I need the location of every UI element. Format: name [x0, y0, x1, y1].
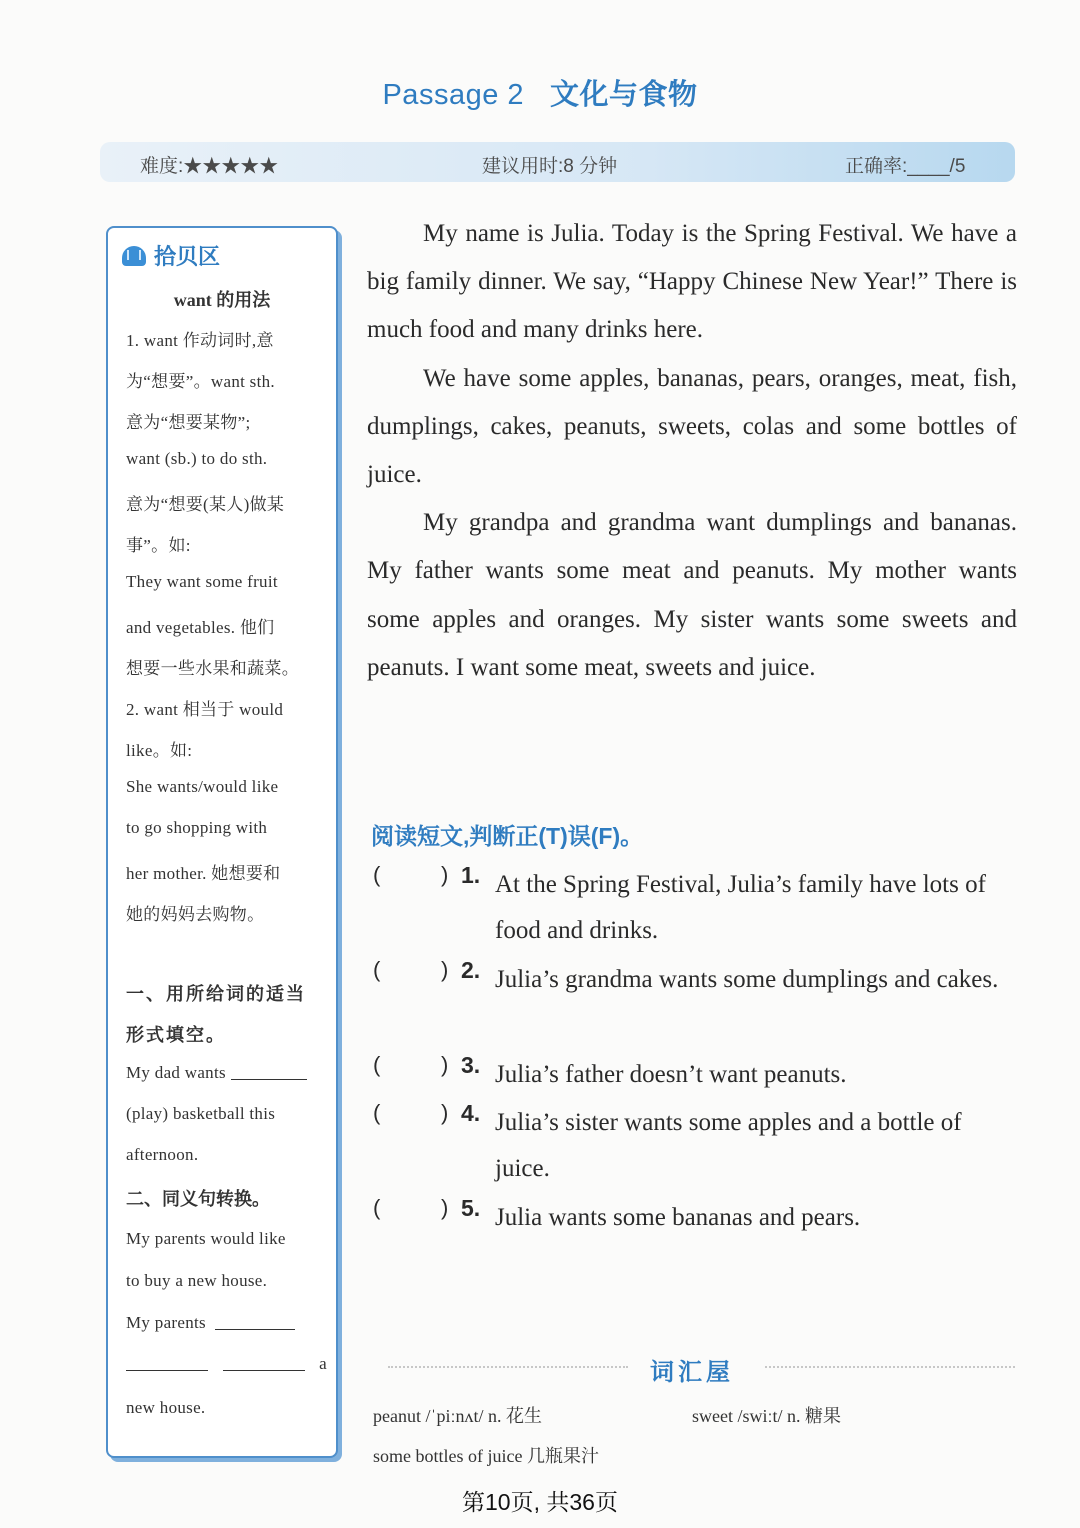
answer-paren-open[interactable]: (: [373, 1195, 381, 1220]
sidebar-line: They want some fruit: [126, 572, 278, 591]
exercise2-text: My parents: [126, 1313, 206, 1332]
exercise1-text: My dad wants: [126, 1063, 226, 1082]
sidebar-subheading: want 的用法: [173, 290, 271, 310]
answer-blank[interactable]: [231, 1079, 307, 1080]
answer-paren-close: ): [441, 957, 449, 982]
question-text: At the Spring Festival, Julia’s family have lots of food and drinks.: [495, 871, 986, 944]
sidebar-line: 意为“想要某物”;: [126, 413, 251, 432]
answer-blank[interactable]: [215, 1329, 295, 1330]
exercise2-title: 二、同义句转换。: [126, 1189, 270, 1209]
question-text: Julia’s father doesn’t want peanuts.: [495, 1061, 847, 1088]
title-cn: 文化与食物: [550, 79, 698, 111]
question-number: 2.: [461, 957, 481, 983]
sidebar-line: 想要一些水果和蔬菜。: [126, 659, 299, 678]
sidebar-line: 1. want 作动词时,意: [126, 331, 274, 350]
vocab-item: some bottles of juice 几瓶果汁: [373, 1446, 599, 1466]
exercise1-line: (play) basketball this: [126, 1104, 276, 1123]
answer-paren-close: ): [441, 1052, 449, 1077]
answer-paren-open[interactable]: (: [373, 862, 381, 887]
exercise2-line: [126, 1313, 326, 1333]
reading-passage: [367, 210, 1017, 692]
exercise2-line: My parents would like: [126, 1229, 286, 1248]
passage-paragraph: My name is Julia. Today is the Spring Festival. We have a big family dinner. We say, “Happy Chinese New Year!” There is much food and many drinks here.: [367, 220, 1017, 344]
sidebar-line: 2. want 相当于 would: [126, 700, 284, 719]
question-number: 5.: [461, 1195, 481, 1221]
divider-right: [765, 1366, 1015, 1368]
sidebar-line: her mother. 她想要和: [126, 864, 281, 883]
exercise2-line: new house.: [126, 1398, 206, 1417]
exercise1-line: afternoon.: [126, 1145, 199, 1164]
sidebar-heading: [122, 240, 220, 271]
answer-paren-open[interactable]: (: [373, 957, 381, 982]
answer-blank[interactable]: [126, 1370, 208, 1371]
sidebar-heading-text: 拾贝区: [154, 244, 221, 269]
answer-paren-open[interactable]: (: [373, 1052, 381, 1077]
passage-paragraph: We have some apples, bananas, pears, oranges, meat, fish, dumplings, cakes, peanuts, sweets, colas and some bottles of juice.: [367, 364, 1017, 489]
time-label: 建议用时:8 分钟: [482, 156, 618, 177]
question-text: Julia’s sister wants some apples and a bottle of juice.: [495, 1109, 962, 1182]
exercise2-text: a: [319, 1354, 327, 1373]
vocab-item: peanut /ˈpiːnʌt/ n. 花生: [373, 1406, 542, 1426]
answer-paren-close: ): [441, 862, 449, 887]
title-en: Passage 2: [382, 79, 525, 111]
page-title: [0, 72, 1080, 113]
question-number: 1.: [461, 862, 481, 888]
answer-blank[interactable]: [223, 1370, 305, 1371]
sidebar-line: and vegetables. 他们: [126, 618, 275, 637]
page-footer: 第10页, 共36页: [462, 1489, 618, 1515]
passage-paragraph: My grandpa and grandma want dumplings and bananas. My father wants some meat and peanuts. My mother wants some apples and oranges. My sister wants some sweets and peanuts. I want some meat, sweets and juice.: [367, 509, 1017, 681]
info-bar: [100, 142, 1015, 182]
answer-paren-close: ): [441, 1100, 449, 1125]
exercise2-line: [126, 1354, 326, 1374]
question-number: 3.: [461, 1052, 481, 1078]
sidebar-line: 意为“想要(某人)做某: [126, 495, 285, 514]
answer-paren-open[interactable]: (: [373, 1100, 381, 1125]
shell-icon: [122, 246, 146, 266]
tips-sidebar: [106, 226, 338, 1458]
answer-paren-close: ): [441, 1195, 449, 1220]
vocab-item: sweet /swiːt/ n. 糖果: [692, 1406, 841, 1426]
question-number: 4.: [461, 1100, 481, 1126]
sidebar-line: 事”。如:: [126, 536, 191, 555]
accuracy-label: 正确率:____/5: [845, 156, 966, 177]
sidebar-line: to go shopping with: [126, 818, 268, 837]
sidebar-line: want (sb.) to do sth.: [126, 449, 268, 468]
divider-left: [388, 1366, 628, 1368]
exercise1-title-cont: 形式填空。: [126, 1025, 226, 1045]
exercise1-line: [126, 1063, 326, 1083]
exercise1-title: 一、用所给词的适当: [126, 984, 306, 1004]
sidebar-line: 为“想要”。want sth.: [126, 372, 275, 391]
sidebar-line: She wants/would like: [126, 777, 279, 796]
question-text: Julia wants some bananas and pears.: [495, 1204, 861, 1231]
sidebar-line: 她的妈妈去购物。: [126, 905, 265, 924]
difficulty-label: 难度:★★★★★: [140, 156, 279, 177]
vocab-title: 词汇屋: [650, 1359, 734, 1386]
sidebar-line: like。如:: [126, 741, 193, 760]
exercise2-line: to buy a new house.: [126, 1271, 268, 1290]
exercise-instruction: 阅读短文,判断正(T)误(F)。: [371, 823, 644, 849]
question-text: Julia’s grandma wants some dumplings and cakes.: [495, 966, 999, 993]
